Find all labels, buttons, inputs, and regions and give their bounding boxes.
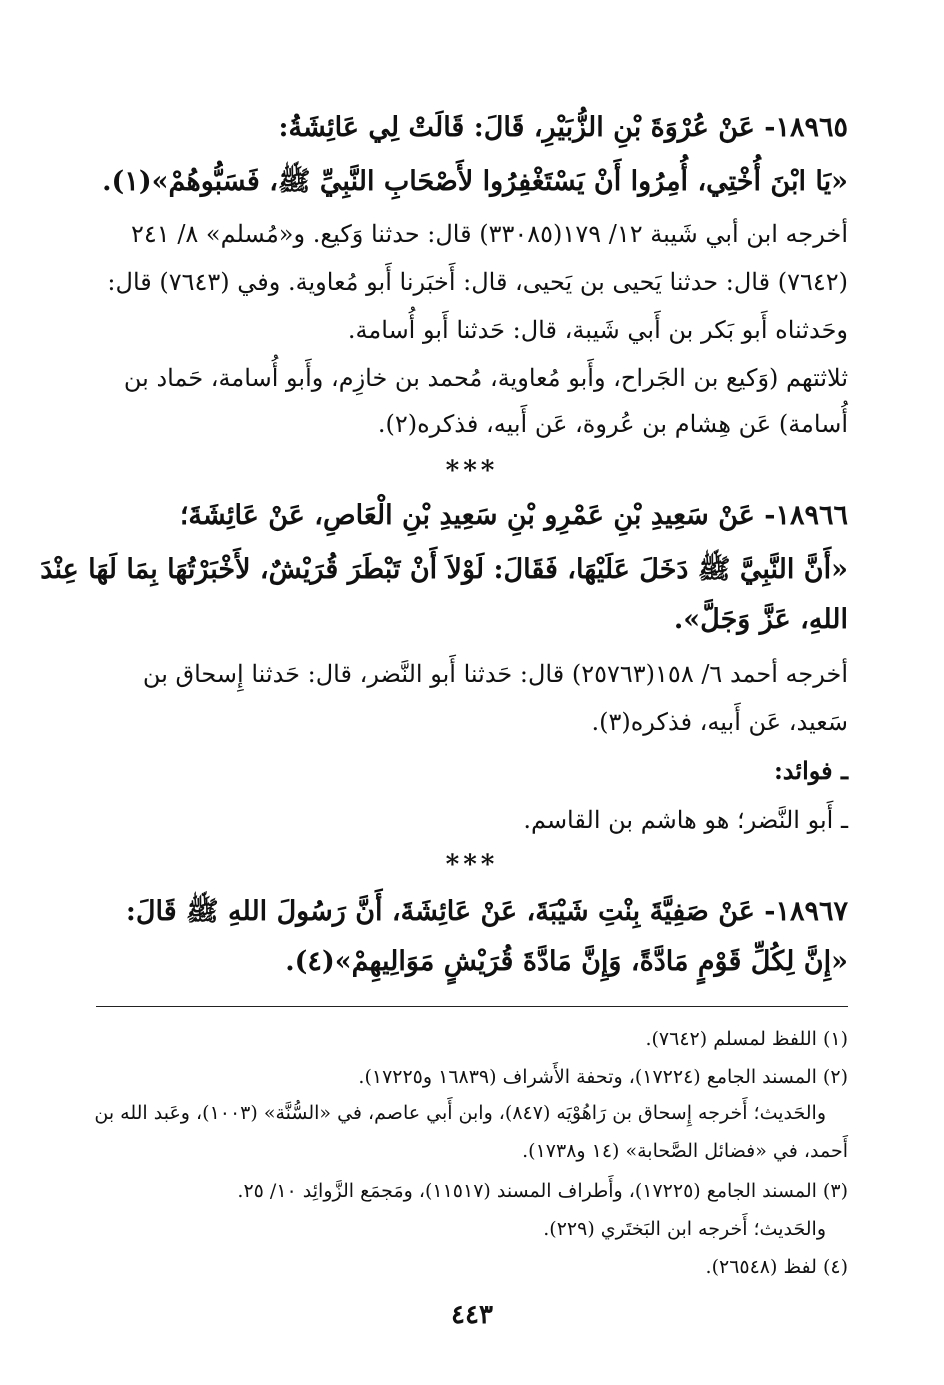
- section-separator: ***: [445, 456, 499, 486]
- footnote-3: (٣) المسند الجامع (١٧٢٢٥)، وأَطراف المسند (١١٥١٧)، ومَجمَع الزَّوائِد ١٠/ ٢٥.: [237, 1180, 848, 1202]
- footnote-2-continuation-1: والحَديث؛ أَخرجه إِسحاق بن رَاهُوْيَه (٨٤٧)، وابن أَبي عاصم، في «السُّنَّة» (١٠٠٣)، وعَبد الله بن: [94, 1102, 826, 1124]
- section-separator: ***: [445, 850, 499, 880]
- hadith-18966-heading: ١٨٩٦٦- عَنْ سَعِيدِ بْنِ عَمْرِو بْنِ سَعِيدِ بْنِ الْعَاصِ، عَنْ عَائِشَةَ؛: [179, 500, 848, 531]
- page-number: ٤٤٣: [451, 1300, 493, 1330]
- fawaid-heading: ـ فوائد:: [773, 756, 848, 785]
- fawaid-item: ـ أَبو النَّضر؛ هو هاشم بن القاسم.: [523, 806, 848, 834]
- hadith-18965-takhrij-line-1: أخرجه ابن أبي شَيبة ١٢/ ١٧٩(٣٣٠٨٥) قال: حدثنا وَكيع. و«مُسلم» ٨/ ٢٤١: [131, 220, 848, 248]
- hadith-18965-heading: ١٨٩٦٥- عَنْ عُرْوَةَ بْنِ الزُّبَيْرِ، قَالَ: قَالَتْ لِي عَائِشَةُ:: [278, 112, 848, 143]
- hadith-18965-takhrij-line-2: (٧٦٤٢) قال: حدثنا يَحيى بن يَحيى، قال: أَخبَرنا أَبو مُعاوية. وفي (٧٦٤٣) قال:: [107, 268, 848, 296]
- footnote-3-continuation: والحَديث؛ أَخرجه ابن البَختَري (٢٢٩).: [543, 1218, 826, 1240]
- hadith-18966-matn-line-2: اللهِ، عَزَّ وَجَلَّ».: [673, 604, 848, 635]
- footnote-2: (٢) المسند الجامع (١٧٢٢٤)، وتحفة الأَشراف (١٦٨٣٩ و١٧٢٢٥).: [358, 1066, 848, 1088]
- hadith-18966-takhrij-line-1: أخرجه أحمد ٦/ ١٥٨(٢٥٧٦٣) قال: حَدثنا أَبو النَّضر، قال: حَدثنا إِسحاق بن: [142, 660, 848, 688]
- hadith-18966-matn-line-1: «أَنَّ النَّبِيَّ ﷺ دَخَلَ عَلَيْهَا، فَقَالَ: لَوْلاَ أَنْ تَبْطَرَ قُرَيْشٌ، لأَخْبَرْتُهَا بِمَا لَهَا عِنْدَ: [40, 554, 848, 585]
- hadith-18965-takhrij-line-3: وحَدثناه أَبو بَكر بن أَبي شَيبة، قال: حَدثنا أَبو أُسامة.: [347, 316, 848, 344]
- footnote-4: (٤) لفظ (٢٦٥٤٨).: [705, 1256, 848, 1278]
- hadith-18967-matn-line-1: «إِنَّ لِكُلِّ قَوْمٍ مَادَّةً، وَإِنَّ مَادَّةَ قُرَيْشٍ مَوَالِيهِمْ»(٤).: [285, 946, 848, 977]
- footnote-1: (١) اللفظ لمسلم (٧٦٤٢).: [645, 1028, 848, 1050]
- footnote-separator: [96, 1006, 848, 1007]
- hadith-18965-takhrij-line-5: أُسامة) عَن هِشام بن عُروة، عَن أَبيه، فذكره(٢).: [377, 410, 848, 438]
- footnote-2-continuation-2: أَحمد، في «فضائل الصَّحابة» (١٤ و١٧٣٨).: [522, 1140, 848, 1162]
- hadith-18965-matn-line-1: «يَا ابْنَ أُخْتِي، أُمِرُوا أَنْ يَسْتَغْفِرُوا لأَصْحَابِ النَّبِيِّ ﷺ، فَسَبُّوهُمْ»(١).: [102, 166, 848, 197]
- hadith-18967-heading: ١٨٩٦٧- عَنْ صَفِيَّةَ بِنْتِ شَيْبَةَ، عَنْ عَائِشَةَ، أَنَّ رَسُولَ اللهِ ﷺ قَالَ:: [125, 896, 848, 927]
- hadith-18965-takhrij-line-4: ثلاثتهم (وَكيع بن الجَراح، وأَبو مُعاوية، مُحمد بن خازِم، وأَبو أُسامة، حَماد بن: [123, 364, 848, 392]
- hadith-18966-takhrij-line-2: سَعيد، عَن أَبيه، فذكره(٣).: [591, 708, 848, 736]
